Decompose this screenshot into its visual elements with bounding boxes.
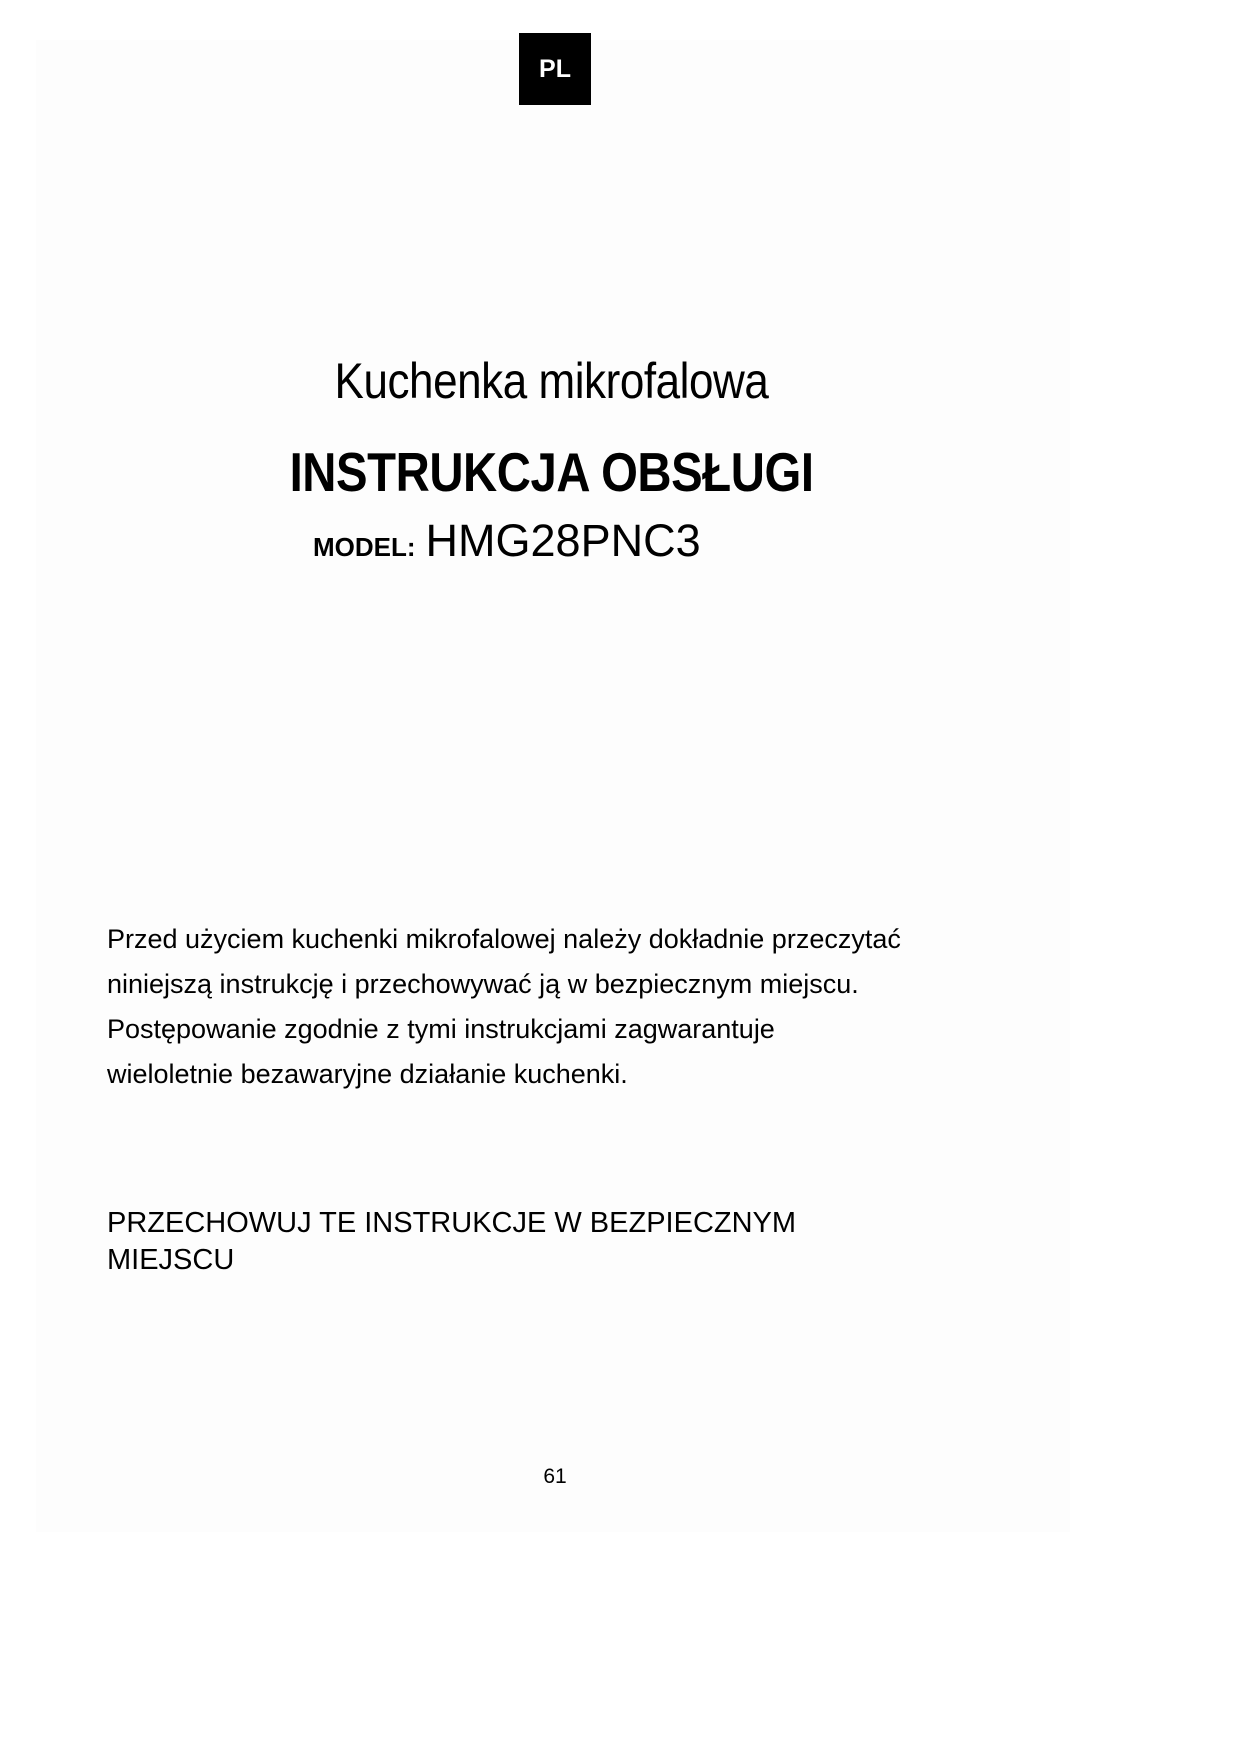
model-label: MODEL: — [313, 532, 416, 562]
model-value: HMG28PNC3 — [425, 515, 701, 566]
intro-line: niniejszą instrukcję i przechowywać ją w bezpiecznym miejscu. — [107, 969, 859, 999]
language-badge: PL — [519, 33, 591, 105]
notice-line: PRZECHOWUJ TE INSTRUKCJE W BEZPIECZNYM — [107, 1207, 797, 1239]
document-title: INSTRUKCJA OBSŁUGI — [289, 441, 814, 503]
page-sheet — [36, 40, 1070, 1532]
page-number: 61 — [543, 1465, 567, 1488]
intro-paragraph — [107, 917, 1027, 1097]
model-line — [313, 515, 701, 567]
intro-line: wieloletnie bezawaryjne działanie kuchenki. — [107, 1059, 628, 1089]
keep-instructions-notice — [107, 1205, 1007, 1279]
intro-line: Postępowanie zgodnie z tymi instrukcjami zagwarantuje — [107, 1014, 775, 1044]
intro-line: Przed użyciem kuchenki mikrofalowej należy dokładnie przeczytać — [107, 924, 901, 954]
notice-line: MIEJSCU — [107, 1244, 235, 1276]
product-name: Kuchenka mikrofalowa — [334, 353, 769, 409]
